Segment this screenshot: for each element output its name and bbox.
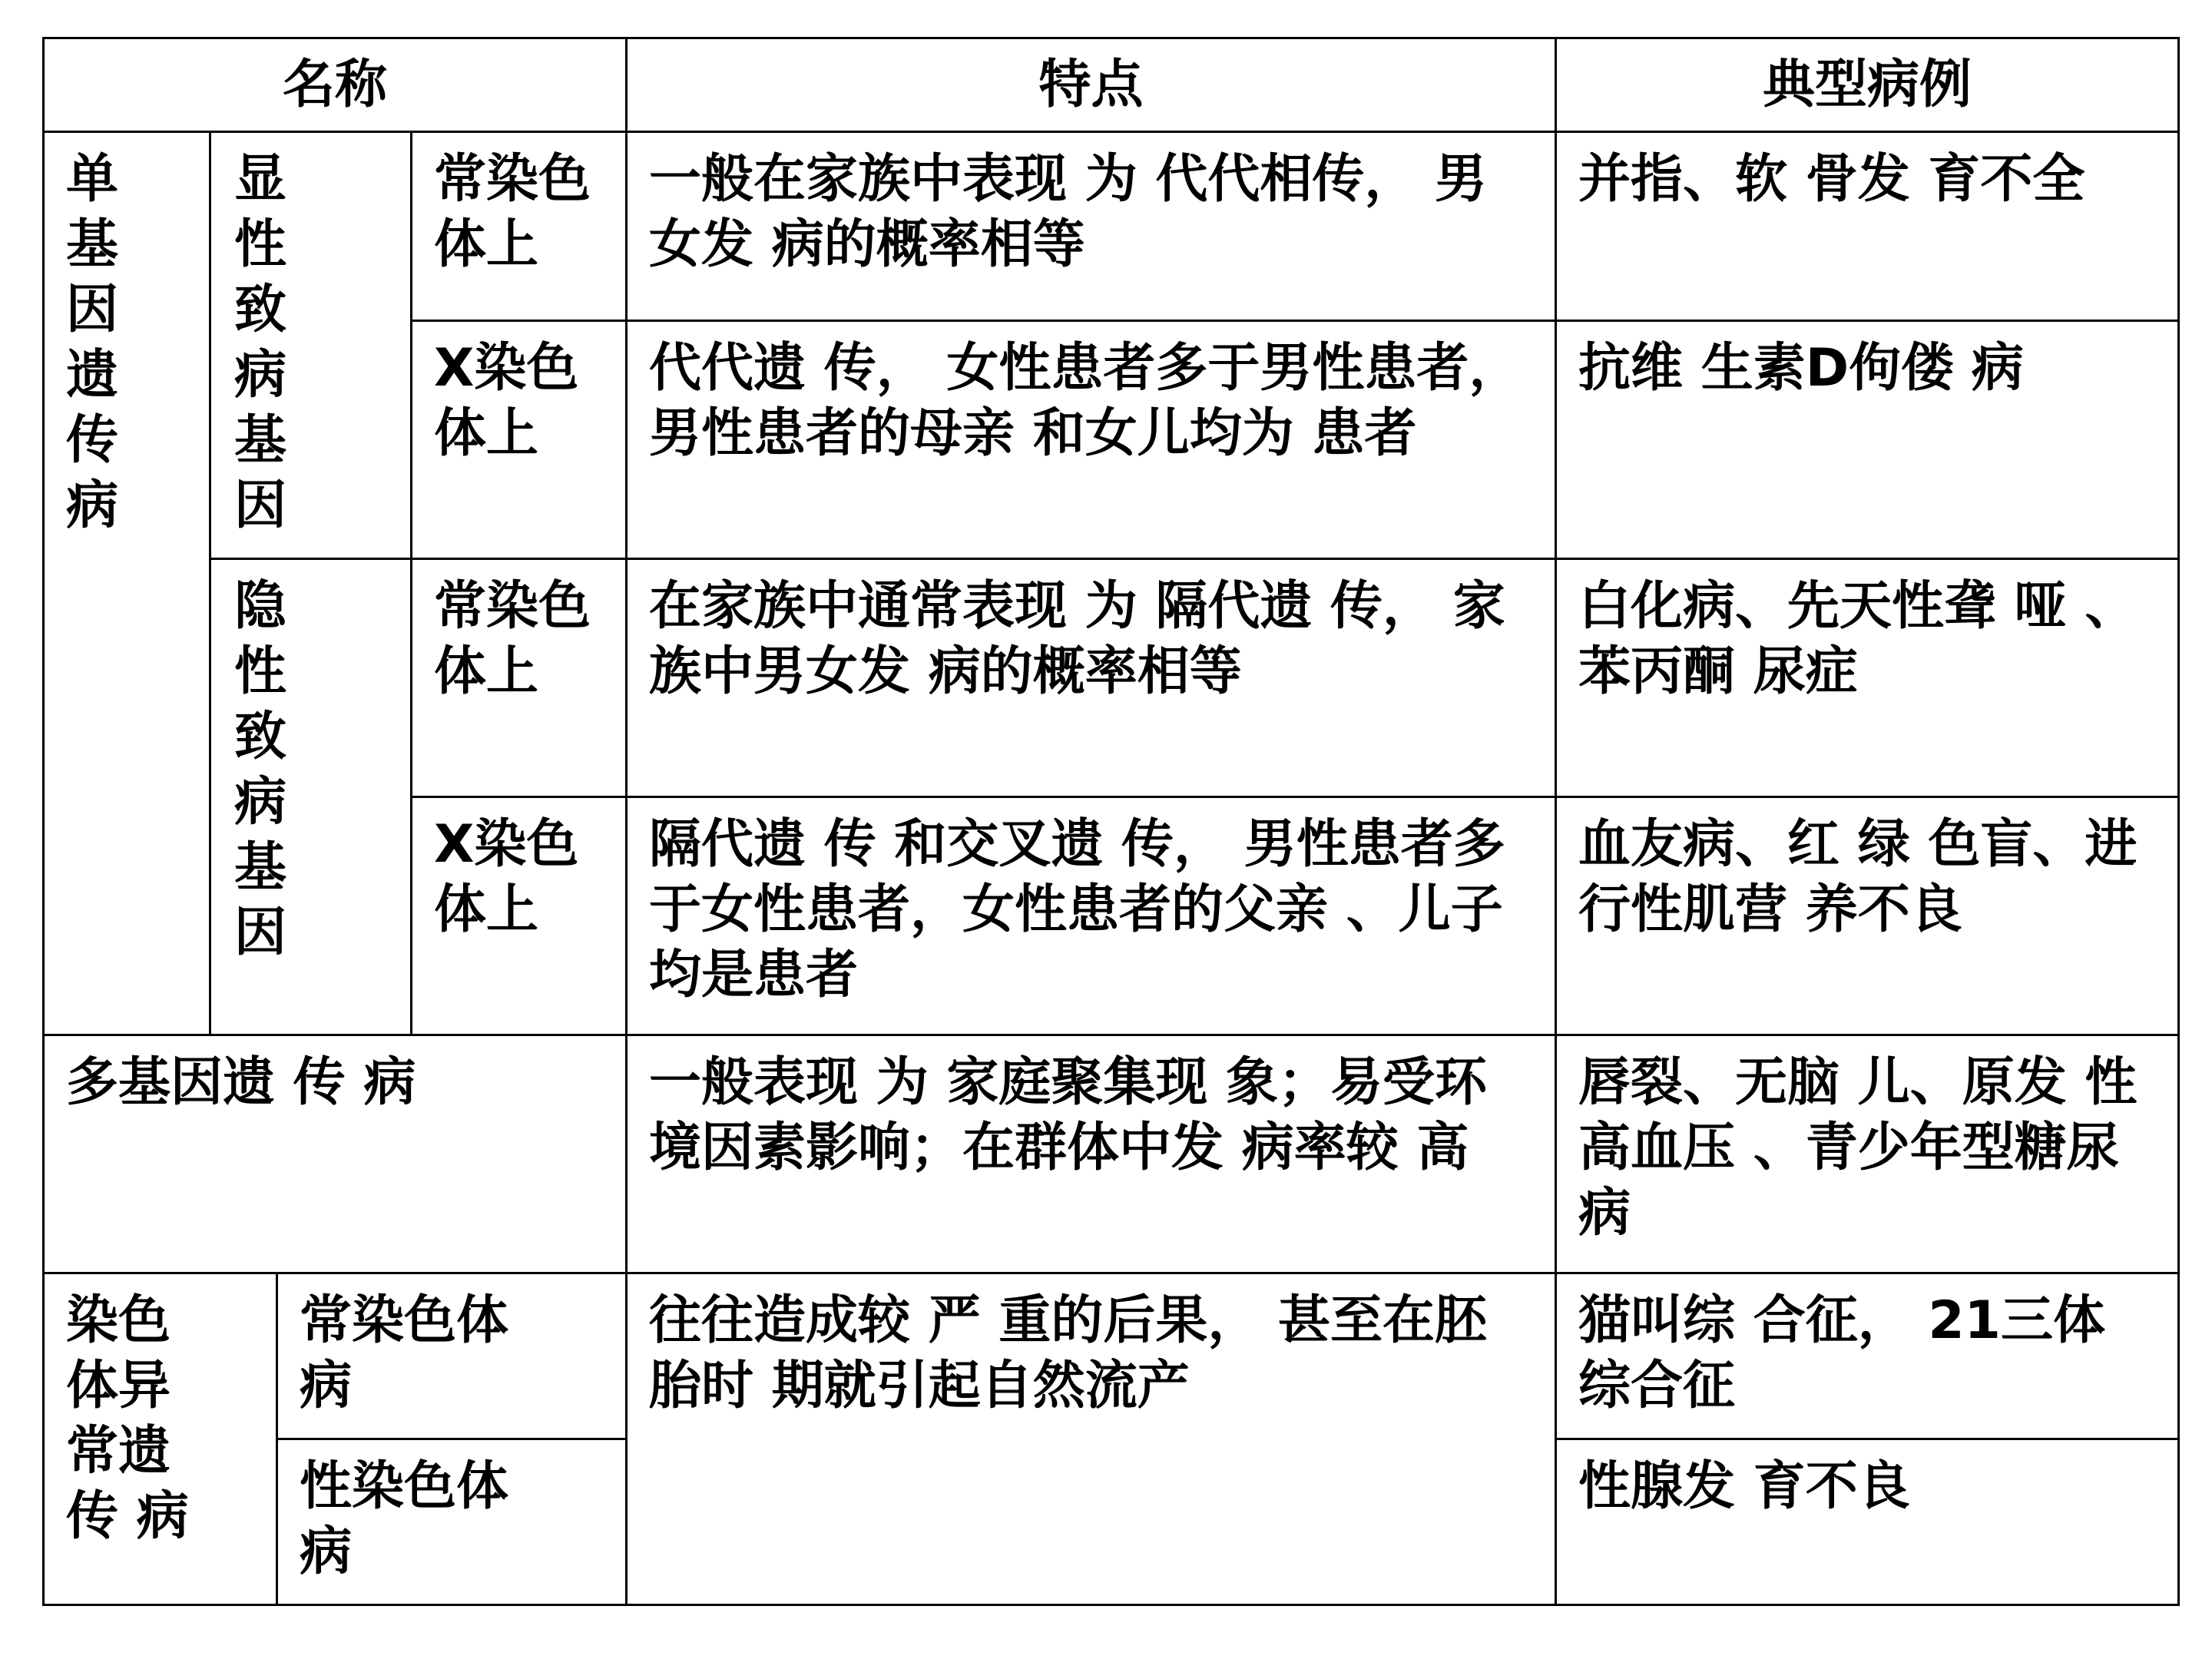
single-gene-label: 单 基 因 遗 传 病 — [44, 132, 210, 1035]
recessive-label: 隐 性 致 病 基 因 — [210, 559, 412, 1035]
dominant-x-feature: 代代遗 传， 女性患者多于男性患者，男性患者的母亲 和女儿均为 患者 — [627, 321, 1556, 559]
chromosomal-sex-label: 性染色体 病 — [277, 1439, 627, 1605]
polygenic-feature: 一般表现 为 家庭聚集现 象；易受环境因素影响；在群体中发 病率较 高 — [627, 1035, 1556, 1273]
polygenic-example: 唇裂、无脑 儿、原发 性高血压 、青少年型糖尿病 — [1556, 1035, 2179, 1273]
recessive-autosomal-feature: 在家族中通常表现 为 隔代遗 传， 家族中男女发 病的概率相等 — [627, 559, 1556, 797]
recessive-x-location: X染色 体上 — [412, 797, 627, 1035]
chromosomal-sex-example: 性腺发 育不良 — [1556, 1439, 2179, 1605]
chromosomal-autosomal-label: 常染色体 病 — [277, 1273, 627, 1439]
chromosomal-autosomal-example: 猫叫综 合征， 21三体综合征 — [1556, 1273, 2179, 1439]
table-row — [44, 132, 2179, 321]
header-row — [44, 38, 2179, 132]
recessive-autosomal-example: 白化病、先天性聋 哑 、苯丙酮 尿症 — [1556, 559, 2179, 797]
chromosomal-label: 染色 体异 常遗 传 病 — [44, 1273, 277, 1605]
polygenic-label: 多基因遗 传 病 — [44, 1035, 627, 1273]
dominant-x-location: X染色 体上 — [412, 321, 627, 559]
header-example: 典型病例 — [1556, 38, 2179, 132]
recessive-autosomal-location: 常染色 体上 — [412, 559, 627, 797]
recessive-x-example: 血友病、红 绿 色盲、进 行性肌营 养不良 — [1556, 797, 2179, 1035]
recessive-x-feature: 隔代遗 传 和交叉遗 传， 男性患者多于女性患者，女性患者的父亲 、儿子均是患者 — [627, 797, 1556, 1035]
chromosomal-feature: 往往造成较 严 重的后果， 甚至在胚胎时 期就引起自然流产 — [627, 1273, 1556, 1605]
dominant-autosomal-location: 常染色 体上 — [412, 132, 627, 321]
dominant-label: 显 性 致 病 基 因 — [210, 132, 412, 559]
table-row — [44, 1273, 2179, 1439]
genetic-disease-table — [42, 37, 2180, 1606]
table-row — [44, 559, 2179, 797]
table-row — [44, 1035, 2179, 1273]
dominant-autosomal-example: 并指、软 骨发 育不全 — [1556, 132, 2179, 321]
dominant-x-example: 抗维 生素D佝偻 病 — [1556, 321, 2179, 559]
dominant-autosomal-feature: 一般在家族中表现 为 代代相传， 男女发 病的概率相等 — [627, 132, 1556, 321]
header-feature: 特点 — [627, 38, 1556, 132]
header-name: 名称 — [44, 38, 627, 132]
